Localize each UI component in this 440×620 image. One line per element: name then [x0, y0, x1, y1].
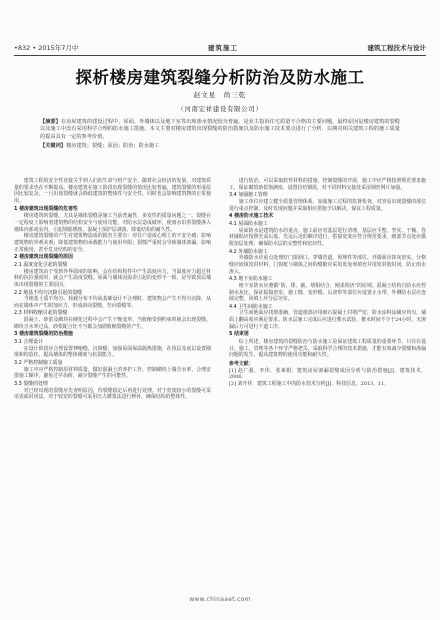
keywords-label: 【关键词】	[40, 143, 66, 150]
body-column-left	[14, 178, 211, 401]
body-paragraph: 建筑工程的安全性直接关乎到人们的生命与财产安全。随着社会经济的发展，对建筑质量的要求也在不断提高。楼房建筑在施工阶段出现裂缝的情况比较普遍，建筑裂缝的形成原因比较复杂，一旦出现裂缝就会降低建筑的整体性与安全性，同时也会影响建筑物的正常使用。	[14, 178, 211, 204]
body-paragraph: 进行防治，可以采取软性材料的措施，控制裂缝的开展，施工中应严格按照规范要求施工，保证砌筑砂浆饱满度，设置拉结钢筋，对不同材料交接处采用钢丝网片加强。	[229, 178, 426, 191]
header-journal: 建筑工程技术与设计	[367, 43, 426, 52]
section-heading: 5 结束语	[229, 331, 249, 338]
subsection-heading: 2.1 温度变化引起的裂缝	[14, 261, 68, 268]
abstract-label: 【摘要】	[40, 119, 61, 125]
body-column-right	[229, 178, 426, 388]
body-paragraph: 卫生间地面应找坡准确，管道根部应用细石混凝土封堵严密，防水涂料涂刷应均匀，墙面上翻高度应满足要求。防水层施工完成后应进行蓄水试验，蓄水时间不少于24小时，无渗漏后方可进行下道工序。	[229, 310, 426, 330]
section-heading: 3 楼房建筑裂缝的防治措施	[14, 331, 73, 338]
article-affiliation: （河南宏祥建设有限公司）	[177, 106, 263, 113]
abstract-text: 在房屋建筑的建设过程中，屋面、外墙体以及地下室等出现渗水情况较为普遍，是业主投诉住宅质量不合格的主要问题，最终原因是楼房建筑的裂缝以及施工中没有采用科学合理的防水施工措施。本文主要对楼房建筑出现裂缝的防治措施以及防水施工技术要点进行了分析，以期对相关建筑工程的施工质量的提高具有一定的参考价值。	[40, 119, 400, 140]
body-paragraph: 地下室防水应遵循“防、排、截、堵相结合，刚柔相济”的原则。混凝土结构自防水应控制水灰比，保证振捣密实，施工缝、变形缝、后浇带等部位应设置止水带，外侧防水层应连续完整，回填土应分层夯实。	[229, 282, 426, 303]
page-footer: www.chinaaet.com	[189, 596, 251, 603]
body-paragraph: 楼房建筑的裂缝，尤其是墙体裂缝是施工当前普遍性，多发性的质量问题之一。裂缝在一定程度上影响着建筑物的结构安全与使用功能，对防水层造成破坏，使雨水沿着裂缝渗入墙体内部或室内，引起钢筋锈蚀，混凝土保护层剥落，降低结构的耐久性。	[14, 213, 211, 233]
references-heading: 参考文献：	[229, 361, 254, 368]
keywords-text: 楼房建筑；裂缝；原因；防治；防水施工	[65, 143, 160, 150]
body-paragraph: 施工中应严格控制原材料质量，做好混凝土的养护工作，控制砌块上墙含水率，合理安排施工顺序，避免过早加荷，减少裂缝产生的可能性。	[14, 366, 211, 380]
subsection-heading: 4.4 卫生间防水施工	[229, 303, 273, 310]
section-heading: 4 楼房防水施工技术	[229, 213, 274, 220]
article-title: 探析楼房建筑裂缝分析防治及防水施工	[75, 68, 365, 87]
header-section: 建筑施工	[207, 43, 238, 52]
reference-item: [1] 赵广强，李伟，张素娟．建筑房屋渗漏裂缝成因分析与防治措施[J]．建筑技术，2006．	[229, 367, 426, 381]
body-paragraph: 楼房建筑裂缝的产生对建筑物造成的损害主要有：对住户造成心理上的不安全感；影响建筑物的外观美观；降低建筑物的承载能力与使用年限；裂缝严重时会导致墙体渗漏，影响正常使用，甚至危及结构的安全。	[14, 233, 211, 253]
article-authors: 赵文星 尚三乾	[193, 91, 247, 99]
section-heading: 2 楼房建筑出现裂缝的原因	[14, 254, 73, 261]
body-paragraph: 综上所述，楼房建筑的裂缝防治与防水施工是保证建筑工程质量的重要环节。只有在设计、施工、管理等各个环节严格把关，采取科学合理的技术措施，才能有效减少裂缝和渗漏问题的发生，提高建筑物的使用功能和耐久性。	[229, 339, 426, 359]
header-rule	[14, 55, 426, 56]
body-paragraph: 施工单位应建立健全质量管理体系，加强施工过程的监督检查，对容易出现裂缝的部位进行重点控制，及时发现问题并采取相应措施予以解决，保证工程质量。	[229, 198, 426, 212]
section-heading: 1 楼房建筑出现裂缝的危害性	[14, 205, 78, 212]
body-paragraph: 在设计阶段应合理设置伸缩缝、沉降缝，加强屋面保温隔热措施，在顶层及底层设置圈梁和构造柱，提高墙体的整体刚度与抗裂能力。	[14, 345, 211, 359]
subsection-heading: 3.2 严格控制施工质量	[14, 360, 63, 367]
reference-item: [2] 刘开祥．建筑工程施工中的防水技术分析[J]．科技信息，2013，11．	[229, 381, 390, 388]
subsection-heading: 4.3 地下室防水施工	[229, 276, 273, 283]
subsection-heading: 3.4 加强施工管理	[229, 192, 268, 199]
body-paragraph: 当地基土质不均匀、荷载分布不均或基础设计不合理时，建筑物会产生不均匀沉降，从而在墙体中产生附加应力，形成斜向裂缝、竖向裂缝等。	[14, 296, 211, 309]
body-paragraph: 混凝土、砂浆及砌块在硬化过程中会产生干缩变形，当收缩受到约束时就会出现裂缝。砌块含水率过高、砂浆配合比不当都会加剧收缩裂缝的产生。	[14, 317, 211, 330]
subsection-heading: 3.1 合理设计	[14, 339, 43, 346]
body-paragraph: 楼房建筑由于受到外界温度的影响，会在结构构件中产生温度应力，当温度应力超过材料的抗拉强度时，就会产生温度裂缝。屋面与墙体因温差引起的变形不一致，是导致顶层墙体出现裂缝的主要原因。	[14, 268, 211, 288]
running-header	[14, 40, 426, 54]
subsection-heading: 4.1 屋面防水施工	[229, 220, 268, 227]
body-paragraph: 外墙防水应重点处理好门窗洞口、穿墙管道、预埋件等部位。外墙面应抹灰密实，分格缝应嵌填密封材料，门窗框与墙体之间的缝隙应采用发泡剂填充并用密封胶封闭，防止雨水渗入。	[229, 255, 426, 275]
header-page-info: •832 • 2015年7月中	[14, 43, 79, 52]
body-paragraph: 对已经出现的裂缝应先查明原因，待裂缝稳定后再进行处理。对于宽度较小的裂缝可采用表面封闭法，对于较宽的裂缝可采用压力灌浆法进行修补，确保结构的整体性。	[14, 387, 211, 401]
subsection-heading: 2.3 材料收缩引起的裂缝	[14, 310, 68, 317]
abstract-block	[40, 119, 400, 151]
subsection-heading: 4.2 外墙防水施工	[229, 248, 268, 255]
subsection-heading: 2.2 地基不均匀沉降引起的裂缝	[14, 289, 83, 296]
subsection-heading: 3.3 裂缝的处理	[14, 381, 48, 388]
body-paragraph: 屋面防水是建筑防水的重点。施工前应对基层进行清理，基层应平整、坚实、干燥。卷材铺贴应按照先高后低、先远后近的顺序进行，搭接宽度应符合规范要求，细部节点处应做附加层处理，确保防水层的完整性和密封性。	[229, 227, 426, 247]
